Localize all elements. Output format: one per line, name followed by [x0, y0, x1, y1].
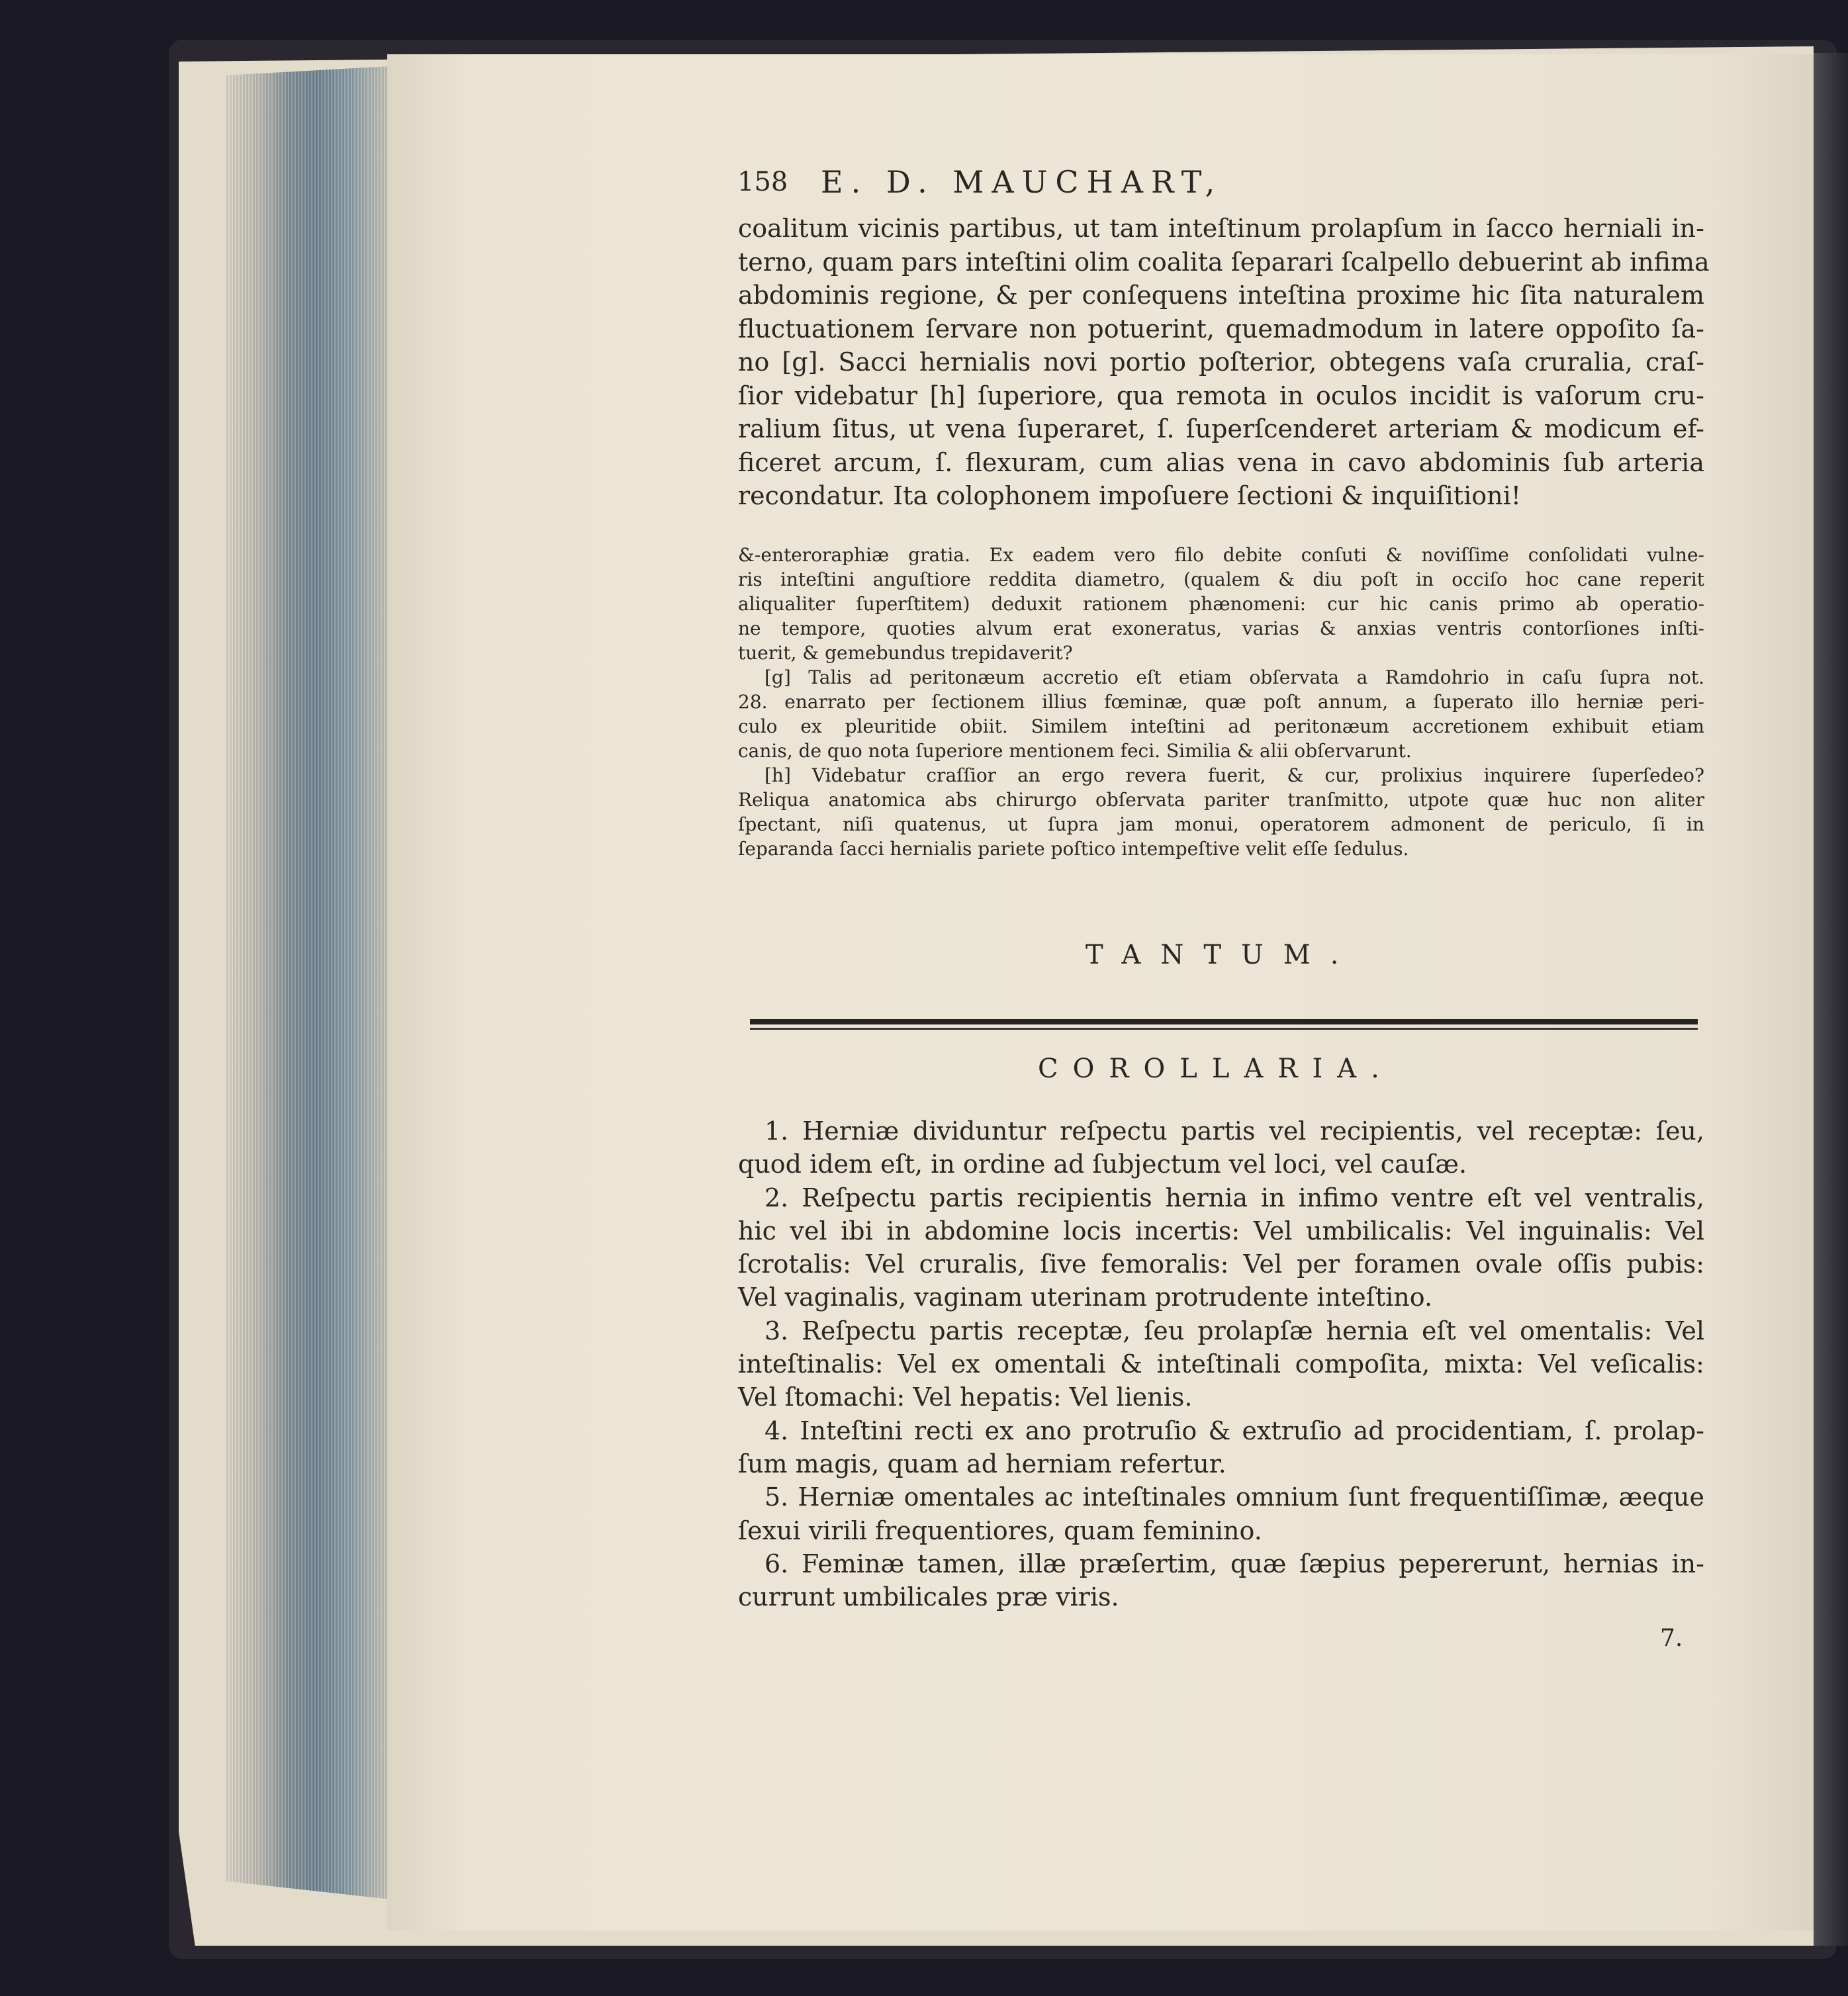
- corollary-line: inteſtinalis: Vel ex omentali & inteſtinali compoſita, mixta: Vel veſicalis:: [738, 1349, 1704, 1379]
- footnote-line: ſeparanda ſacci hernialis pariete poſtico intempeſtive velit eſſe ſedulus.: [738, 838, 1409, 860]
- corollary-line: 3. Reſpectu partis receptæ, ſeu prolapſæ hernia eſt vel omentalis: Vel: [764, 1316, 1704, 1345]
- text-line: ficeret arcum, ſ. flexuram, cum alias vena in cavo abdominis ſub arteria: [738, 447, 1704, 477]
- corollary-item: [738, 1181, 1704, 1314]
- footnote-line: canis, de quo nota ſuperiore mentionem feci. Similia & alii obſervarunt.: [738, 740, 1412, 762]
- corollary-line: ſcrotalis: Vel cruralis, ſive femoralis: Vel per foramen ovale oſſis pubis:: [738, 1249, 1704, 1279]
- section-rule-thin: [750, 1028, 1698, 1030]
- footnote-line: Reliqua anatomica abs chirurgo obſervata pariter tranſmitto, utpote quæ huc non aliter: [738, 789, 1704, 811]
- footnote-line: tuerit, & gemebundus trepidaverit?: [738, 642, 1073, 664]
- footnote-line: [g] Talis ad peritonæum accretio eſt etiam obſervata a Ramdohrio in caſu ſupra not.: [764, 666, 1704, 688]
- corollary-item: [738, 1414, 1704, 1481]
- corollary-line: 1. Herniæ dividuntur reſpectu partis vel recipientis, vel receptæ: ſeu,: [764, 1116, 1704, 1146]
- catchword: 7.: [1660, 1625, 1683, 1652]
- corollary-line: Vel vaginalis, vaginam uterinam protrudente inteſtino.: [738, 1283, 1433, 1312]
- corollary-line: Vel ſtomachi: Vel hepatis: Vel lienis.: [738, 1383, 1193, 1412]
- text-line: recondatur. Ita colophonem impoſuere ſectioni & inquiſitioni!: [738, 481, 1522, 510]
- section-rule: [750, 1019, 1698, 1024]
- section-title: COROLLARIA.: [1038, 1054, 1394, 1084]
- main-text: [738, 212, 1710, 513]
- footnote: [738, 763, 1704, 861]
- footnote-line: ſpectant, niſi quatenus, ut ſupra jam monui, operatorem admonent de periculo, ſi in: [738, 813, 1704, 835]
- footnote-line: ne tempore, quoties alvum erat exoneratus, varias & anxias ventris contorſiones inſti-: [738, 617, 1704, 639]
- footnote: [738, 665, 1704, 763]
- text-line: no [g]. Sacci hernialis novi portio poſterior, obtegens vaſa cruralia, craſ-: [738, 347, 1704, 377]
- footnote: [738, 543, 1704, 665]
- text-line: ralium ſitus, ut vena ſuperaret, ſ. ſuperſcenderet arteriam & modicum ef-: [738, 414, 1704, 443]
- page-fore-edge: [225, 66, 391, 1899]
- footnote-line: aliqualiter ſuperſtitem) deduxit rationem phænomeni: cur hic canis primo ab operatio-: [738, 593, 1704, 615]
- corollary-line: quod idem eſt, in ordine ad ſubjectum vel loci, vel cauſæ.: [738, 1150, 1467, 1179]
- corollary-line: hic vel ibi in abdomine locis incertis: Vel umbilicalis: Vel inguinalis: Vel: [738, 1216, 1704, 1246]
- text-line: abdominis regione, & per conſequens inteſtina proxime hic ſita naturalem: [738, 281, 1704, 310]
- corollaria-list: [738, 1114, 1704, 1613]
- text-line: terno, quam pars inteſtini olim coalita ſeparari ſcalpello debuerint ab infima: [738, 247, 1710, 277]
- corollary-line: 2. Reſpectu partis recipientis hernia in infimo ventre eſt vel ventralis,: [764, 1183, 1704, 1212]
- corollary-line: currunt umbilicales præ viris.: [738, 1582, 1119, 1612]
- corollary-item: [738, 1314, 1704, 1414]
- running-head-title: E. D. MAUCHART,: [821, 164, 1223, 200]
- corollary-item: [738, 1480, 1704, 1547]
- finis-mark: TANTUM.: [1086, 940, 1359, 970]
- footnote-line: ris inteſtini anguſtiore reddita diametro, (qualem & diu poſt in occiſo hoc cane reperit: [738, 568, 1704, 590]
- corollary-line: ſum magis, quam ad herniam refertur.: [738, 1449, 1226, 1478]
- corollary-line: 5. Herniæ omentales ac inteſtinales omnium ſunt frequentiſſimæ, æeque: [764, 1482, 1704, 1512]
- text-line: ſior videbatur [h] ſuperiore, qua remota in oculos incidit is vaſorum cru-: [738, 381, 1704, 410]
- corollary-line: ſexui virili frequentiores, quam feminino.: [738, 1516, 1262, 1545]
- footnote-line: 28. enarrato per ſectionem illius fœminæ, quæ poſt annum, a ſuperato illo herniæ peri-: [738, 691, 1704, 713]
- corollary-line: 6. Feminæ tamen, illæ præſertim, quæ ſæpius pepererunt, hernias in-: [764, 1549, 1704, 1578]
- page-number: 158: [737, 167, 788, 197]
- text-line: coalitum vicinis partibus, ut tam inteſtinum prolapſum in ſacco herniali in-: [738, 214, 1704, 243]
- corollary-line: 4. Inteſtini recti ex ano protruſio & extruſio ad procidentiam, ſ. prolap-: [764, 1416, 1704, 1445]
- footnote-line: &-enteroraphiæ gratia. Ex eadem vero filo debite conſuti & noviſſime conſolidati vulne-: [738, 544, 1704, 566]
- corollary-item: [738, 1547, 1704, 1614]
- text-line: fluctuationem ſervare non potuerint, quemadmodum in latere oppoſito ſa-: [738, 314, 1704, 343]
- scan-background-right: [1814, 53, 1848, 1946]
- corollary-item: [738, 1114, 1704, 1181]
- footnotes: [738, 543, 1704, 861]
- footnote-line: [h] Videbatur craſſior an ergo revera fuerit, & cur, prolixius inquirere ſuperſedeo?: [764, 764, 1704, 786]
- footnote-line: culo ex pleuritide obiit. Similem inteſtini ad peritonæum accretionem exhibuit etiam: [738, 715, 1704, 737]
